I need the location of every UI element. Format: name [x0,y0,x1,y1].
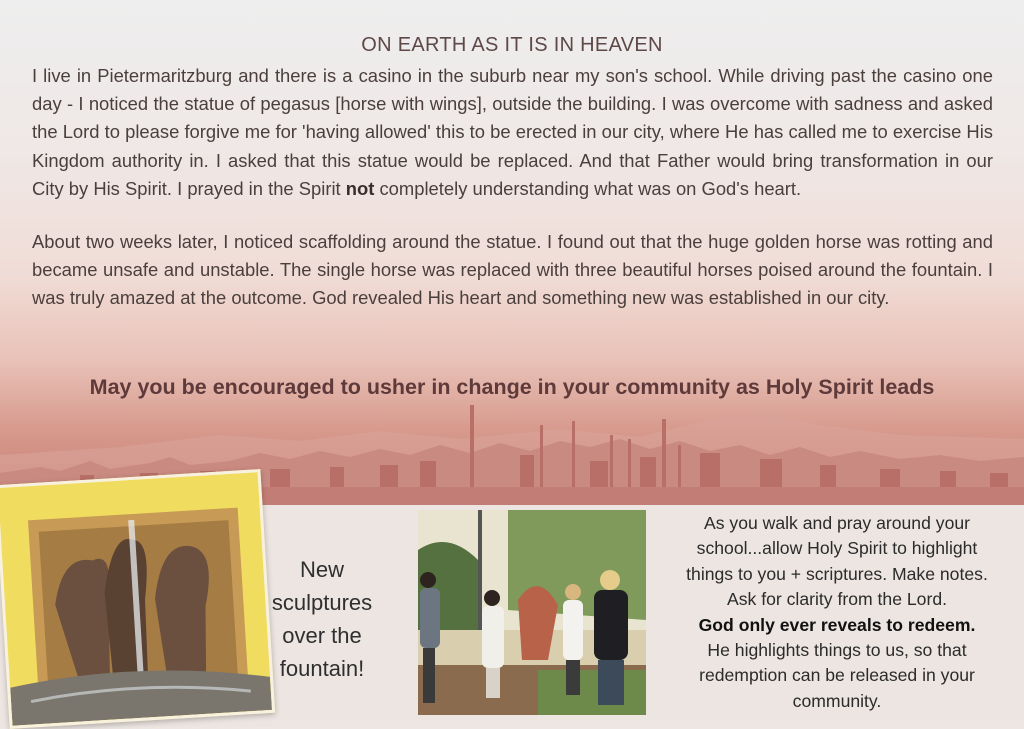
story-text [32,62,993,313]
encouragement-heading: May you be encouraged to usher in change in your community as Holy Spirit leads [89,375,935,399]
advice-emphasis: God only ever reveals to redeem. [698,614,976,635]
page-title: ON EARTH AS IT IS IN HEAVEN [361,34,663,56]
horse-sculptures-fountain-photo [0,469,275,729]
prayer-walk-advice: As you walk and pray around your school...allow Holy Spirit to highlight things to you + scriptures. Make notes. Ask for clarity from the Lord. God only ever reveals to redeem. He highlights things to us, so that redemption can be released in your community. [686,513,988,711]
sculpture-caption: New sculptures over the fountain! [271,557,373,681]
story-paragraph-1: I live in Pietermaritzburg and there is a casino in the suburb near my son's school. While driving past the casino one day - I noticed the statue of pegasus [horse with wings], outside the building. I was overcome with sadness and asked the Lord to please forgive me for 'having allowed' this to be erected in our city, where He has called me to exercise His Kingdom authority in. I asked that this statue would be replaced. And that Father would bring transformation in our City by His Spirit. I prayed in the Spirit not completely understanding what was on God's heart. [32,65,993,199]
story-paragraph-2: About two weeks later, I noticed scaffolding around the statue. I found out that the huge golden horse was rotting and became unsafe and unstable. The single horse was replaced with three beautiful horses poised around the fountain. I was truly amazed at the outcome. God revealed His heart and something new was established in our city. [32,231,993,309]
emphasis-not: not [345,177,375,199]
people-praying-garden-photo [418,510,646,715]
